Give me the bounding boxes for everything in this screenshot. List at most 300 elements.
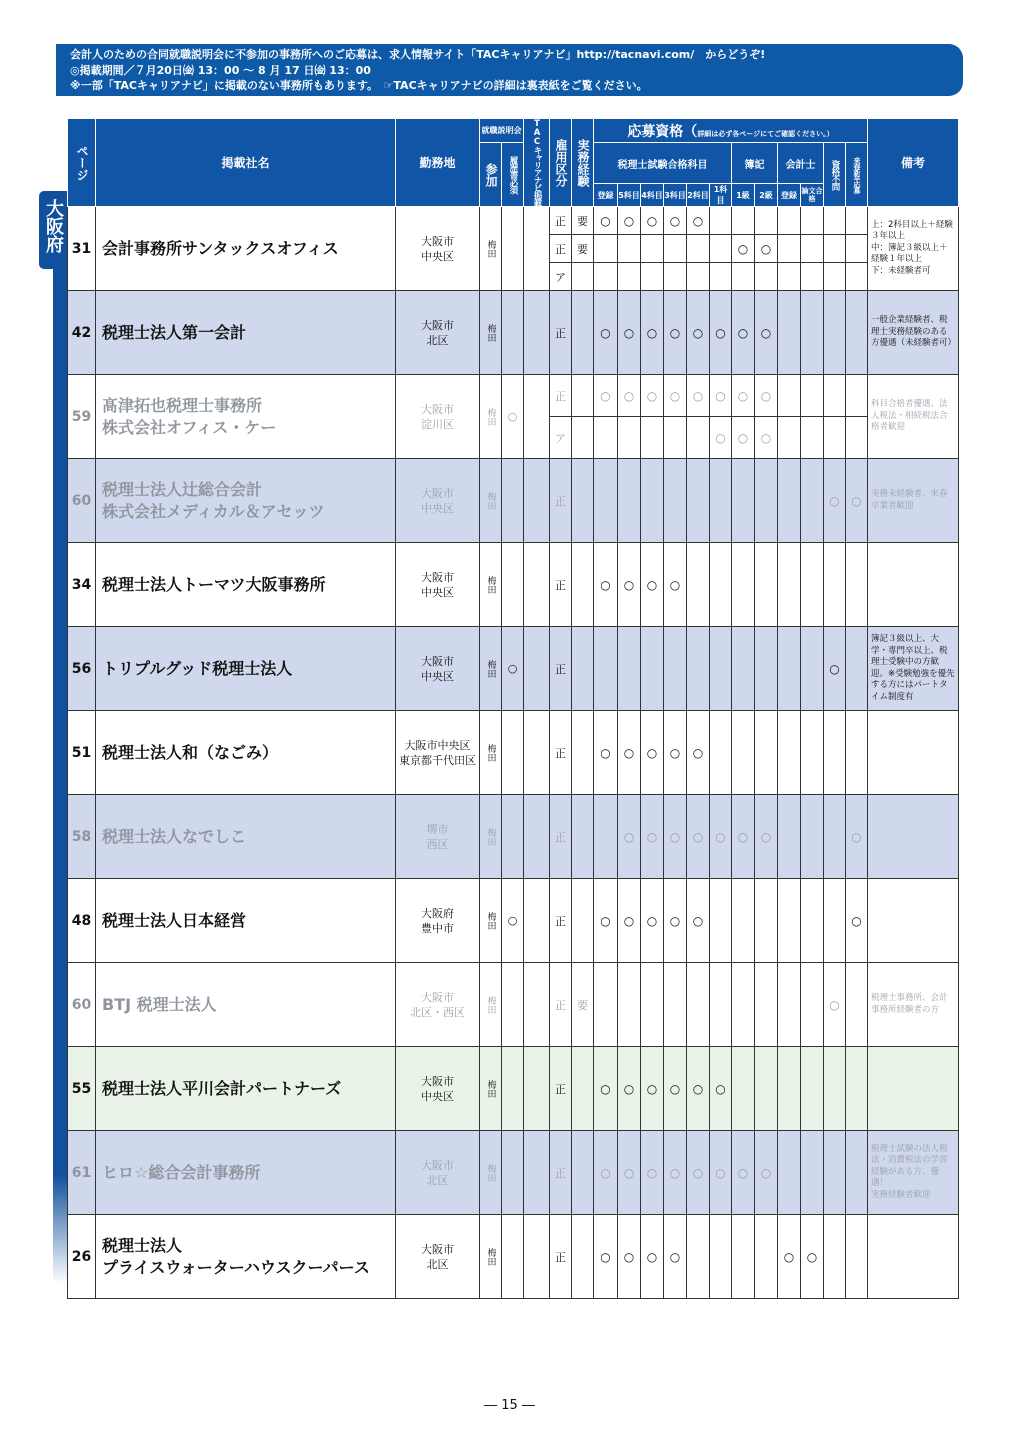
qualification-mark [778, 963, 801, 1047]
qualification-mark: ○ [618, 375, 641, 417]
qualification-mark [710, 543, 732, 627]
qualification-mark [778, 1131, 801, 1215]
briefing-venue [480, 543, 502, 627]
employment-type: 正 [550, 375, 572, 417]
qualification-mark [664, 627, 687, 711]
qualification-mark: ○ [618, 879, 641, 963]
job-listing-table [67, 118, 959, 1299]
region-tab-label: 大阪府 [43, 199, 64, 253]
employment-type: 正 [550, 627, 572, 711]
employment-type: ア [550, 417, 572, 459]
briefing-venue [480, 963, 502, 1047]
qualification-mark [710, 627, 732, 711]
qualification-mark: ○ [687, 1131, 710, 1215]
qualification-mark [824, 795, 846, 879]
qualification-mark [618, 459, 641, 543]
company-name [96, 375, 396, 459]
employment-type: 正 [550, 291, 572, 375]
qualification-mark: ○ [594, 1215, 618, 1299]
work-location-line: 中央区 [421, 501, 454, 515]
qualification-mark: ○ [824, 963, 846, 1047]
resume-required-mark [502, 1215, 524, 1299]
qualification-mark: ○ [687, 879, 710, 963]
qualification-mark [824, 291, 846, 375]
qualification-mark [778, 543, 801, 627]
experience-required [572, 1047, 594, 1131]
table-header [68, 119, 959, 207]
qualification-mark [687, 263, 710, 291]
briefing-venue [480, 711, 502, 795]
region-tab [39, 191, 67, 269]
qualification-mark: ○ [687, 375, 710, 417]
qualification-mark [755, 963, 778, 1047]
table-row [68, 879, 959, 963]
qualification-mark: ○ [732, 1131, 755, 1215]
page-number-cell: 55 [68, 1047, 96, 1131]
qualification-mark [732, 963, 755, 1047]
company-name-line: プライスウォーターハウスクーパース [102, 1257, 370, 1277]
qualification-mark: ○ [641, 543, 664, 627]
work-location-line: 大阪市 [421, 570, 454, 584]
qualification-mark [801, 417, 824, 459]
company-name-line: 税理士法人トーマツ大阪事務所 [102, 574, 326, 594]
qualification-mark: ○ [594, 375, 618, 417]
qualification-mark: ○ [824, 459, 846, 543]
qualification-mark: ○ [618, 291, 641, 375]
table-row [68, 1131, 959, 1215]
qualification-mark: ○ [594, 711, 618, 795]
qualification-mark [732, 1215, 755, 1299]
company-name-line: トリプルグッド税理士法人 [102, 658, 293, 678]
work-location [396, 291, 480, 375]
briefing-venue [480, 1131, 502, 1215]
qualification-mark: ○ [846, 879, 868, 963]
work-location-line: 北区 [426, 1173, 449, 1187]
qualification-mark: ○ [641, 1215, 664, 1299]
qualification-mark: ○ [755, 417, 778, 459]
qualification-mark [824, 879, 846, 963]
qualification-mark [641, 417, 664, 459]
qualification-mark: ○ [641, 1047, 664, 1131]
qualification-mark: ○ [801, 1215, 824, 1299]
qualification-mark [778, 291, 801, 375]
qualification-mark: ○ [664, 1131, 687, 1215]
remarks [868, 711, 959, 795]
resume-required-mark [502, 1047, 524, 1131]
qualification-mark: ○ [687, 795, 710, 879]
company-name [96, 1215, 396, 1299]
qualification-mark [732, 263, 755, 291]
remarks [868, 879, 959, 963]
qualification-mark [778, 795, 801, 879]
header-new-grad: 来春新卒応募 [846, 143, 868, 207]
briefing-venue-label: 梅田 [485, 659, 496, 678]
qualification-mark [778, 1047, 801, 1131]
qualification-mark [778, 417, 801, 459]
experience-required: 要 [572, 963, 594, 1047]
banner-line-3: ※一部「TACキャリアナビ」に掲載のない事務所もあります。 ☞TACキャリアナビの詳細は裏表紙をご覧ください。 [70, 79, 648, 92]
header-resume-required: 履歴書必須 [502, 143, 524, 207]
tac-navi-mark [524, 711, 550, 795]
page-number-cell: 34 [68, 543, 96, 627]
qualification-mark: ○ [710, 1047, 732, 1131]
page-number-cell: 60 [68, 963, 96, 1047]
work-location [396, 1047, 480, 1131]
qualification-mark [778, 627, 801, 711]
briefing-venue-label: 梅田 [485, 239, 496, 258]
qualification-mark [687, 627, 710, 711]
qualification-mark [687, 543, 710, 627]
company-name-line: 税理士法人和（なごみ） [102, 742, 279, 762]
qualification-mark [641, 263, 664, 291]
table-row [68, 1047, 959, 1131]
page-number-cell: 48 [68, 879, 96, 963]
qualification-title: 応募資格（ [627, 123, 698, 140]
qualification-mark: ○ [594, 879, 618, 963]
qualification-mark: ○ [778, 1215, 801, 1299]
qualification-mark [778, 459, 801, 543]
work-location-line: 大阪市 [421, 318, 454, 332]
qualification-mark: ○ [618, 1047, 641, 1131]
qualification-mark [594, 963, 618, 1047]
qualification-mark [664, 263, 687, 291]
work-location-line: 中央区 [421, 249, 454, 263]
resume-required-mark [502, 711, 524, 795]
qualification-mark [801, 879, 824, 963]
work-location-line: 大阪市 [421, 1242, 454, 1256]
qualification-mark [710, 879, 732, 963]
qualification-mark: ○ [710, 375, 732, 417]
table-row [68, 459, 959, 543]
info-banner [56, 44, 963, 96]
qualification-mark [824, 1047, 846, 1131]
company-name-line: 会計事務所サンタックスオフィス [102, 238, 339, 258]
work-location-line: 西区 [426, 837, 449, 851]
company-name [96, 627, 396, 711]
qualification-mark [801, 1047, 824, 1131]
work-location-line: 大阪府 [421, 906, 454, 920]
page-number-cell: 60 [68, 459, 96, 543]
briefing-venue-label: 梅田 [485, 995, 496, 1014]
employment-type: 正 [550, 235, 572, 263]
qualification-mark: ○ [755, 795, 778, 879]
qualification-mark [732, 879, 755, 963]
qualification-mark [778, 235, 801, 263]
qualification-mark [824, 375, 846, 417]
employment-type: 正 [550, 207, 572, 235]
qualification-mark [641, 459, 664, 543]
header-cpa-register: 登録 [778, 184, 801, 207]
qualification-mark [732, 459, 755, 543]
remarks: 上：2科目以上＋経験３年以上 中：簿記３級以上＋経験１年以上 下：未経験者可 [868, 207, 959, 291]
work-location-line: 大阪市 [421, 990, 454, 1004]
qualification-mark [594, 627, 618, 711]
qualification-mark [846, 1131, 868, 1215]
header-col-2: 2科目 [687, 184, 710, 207]
qualification-mark: ○ [618, 795, 641, 879]
tac-navi-mark [524, 1131, 550, 1215]
qualification-mark: ○ [824, 627, 846, 711]
briefing-venue-label: 梅田 [485, 1079, 496, 1098]
resume-required-mark [502, 1131, 524, 1215]
work-location-line: 東京都千代田区 [399, 753, 476, 767]
page-number-cell: 61 [68, 1131, 96, 1215]
qualification-mark [778, 263, 801, 291]
qualification-mark [618, 263, 641, 291]
company-name [96, 963, 396, 1047]
qualification-mark [824, 711, 846, 795]
experience-required [572, 459, 594, 543]
company-name [96, 711, 396, 795]
qualification-mark [664, 963, 687, 1047]
page-number-cell: 56 [68, 627, 96, 711]
experience-required: 要 [572, 207, 594, 235]
experience-required [572, 1131, 594, 1215]
qualification-mark: ○ [710, 291, 732, 375]
qualification-mark [846, 417, 868, 459]
qualification-mark: ○ [594, 1131, 618, 1215]
qualification-mark: ○ [618, 711, 641, 795]
work-location-line: 中央区 [421, 669, 454, 683]
employment-type: 正 [550, 1215, 572, 1299]
work-location [396, 1131, 480, 1215]
qualification-mark: ○ [594, 207, 618, 235]
company-name [96, 1131, 396, 1215]
qualification-mark [687, 235, 710, 263]
experience-required [572, 543, 594, 627]
page-number: ― 15 ― [484, 1398, 535, 1413]
qualification-mark [801, 291, 824, 375]
company-name-line: 税理士法人辻総合会計 [102, 479, 263, 499]
qualification-mark: ○ [732, 235, 755, 263]
page-number-cell: 51 [68, 711, 96, 795]
qualification-mark [824, 1215, 846, 1299]
header-tac-navi: TACキャリアナビ掲載 [524, 119, 550, 207]
briefing-venue-label: 梅田 [485, 1163, 496, 1182]
qualification-mark: ○ [687, 291, 710, 375]
page-number-cell: 58 [68, 795, 96, 879]
work-location-line: 北区 [426, 1257, 449, 1271]
work-location-line: 大阪市 [421, 234, 454, 248]
work-location-line: 北区 [426, 333, 449, 347]
work-location [396, 207, 480, 291]
page-number-cell: 31 [68, 207, 96, 291]
work-location [396, 627, 480, 711]
qualification-mark: ○ [687, 207, 710, 235]
qualification-mark [846, 291, 868, 375]
qualification-mark [618, 627, 641, 711]
employment-type: 正 [550, 459, 572, 543]
qualification-mark [618, 235, 641, 263]
company-name-line: 髙津拓也税理士事務所 [102, 395, 263, 415]
resume-required-mark [502, 291, 524, 375]
qualification-mark [778, 879, 801, 963]
work-location-line: 堺市 [426, 822, 449, 836]
qualification-mark [732, 543, 755, 627]
tac-navi-mark [524, 375, 550, 459]
qualification-mark [755, 1047, 778, 1131]
employment-type: 正 [550, 963, 572, 1047]
page-number-cell: 59 [68, 375, 96, 459]
qualification-mark: ○ [732, 291, 755, 375]
briefing-venue [480, 207, 502, 291]
employment-type: 正 [550, 879, 572, 963]
header-cpa-essay: 論文合格 [801, 184, 824, 207]
work-location-line: 大阪市 [421, 402, 454, 416]
qualification-mark [778, 375, 801, 417]
qualification-mark [824, 417, 846, 459]
qualification-mark [801, 459, 824, 543]
table-row [68, 711, 959, 795]
experience-required [572, 879, 594, 963]
resume-required-mark [502, 795, 524, 879]
remarks: 税理士事務所、会計事務所経験者の方 [868, 963, 959, 1047]
qualification-mark [755, 263, 778, 291]
qualification-mark: ○ [594, 291, 618, 375]
briefing-venue [480, 459, 502, 543]
qualification-mark [687, 1215, 710, 1299]
experience-required: 要 [572, 235, 594, 263]
table-body [68, 207, 959, 1299]
tac-navi-mark [524, 963, 550, 1047]
tac-navi-mark [524, 459, 550, 543]
qualification-mark [664, 459, 687, 543]
work-location-line: 大阪市中央区 [404, 738, 471, 752]
qualification-mark: ○ [664, 291, 687, 375]
remarks: 一般企業経験者、税理士実務経験のある方優遇（未経験者可） [868, 291, 959, 375]
company-name [96, 795, 396, 879]
work-location [396, 543, 480, 627]
work-location [396, 711, 480, 795]
qualification-mark: ○ [641, 375, 664, 417]
table-row [68, 1215, 959, 1299]
qualification-mark [801, 263, 824, 291]
briefing-venue-label: 梅田 [485, 743, 496, 762]
work-location-line: 北区・西区 [410, 1005, 465, 1019]
qualification-mark: ○ [594, 1047, 618, 1131]
remarks: 税理士試験の法人税法・消費税法の学習経験がある方、優遇！ 実務経験者歓迎 [868, 1131, 959, 1215]
qualification-mark: ○ [641, 1131, 664, 1215]
company-name-line: 税理士法人なでしこ [102, 826, 247, 846]
qualification-mark: ○ [846, 459, 868, 543]
experience-required [572, 375, 594, 417]
remarks: 実務未経験者、来春卒業者歓迎 [868, 459, 959, 543]
remarks: 科目合格者優遇、法人税法・相続税法合格者歓迎 [868, 375, 959, 459]
header-boki-2: 2級 [755, 184, 778, 207]
briefing-venue [480, 291, 502, 375]
header-col-register: 登録 [594, 184, 618, 207]
remarks: 簿記３級以上、大学・専門卒以上、税理士受験中の方歓迎。※受験勉強を優先する方にはパートタイム制度有 [868, 627, 959, 711]
briefing-venue [480, 1047, 502, 1131]
work-location-line: 大阪市 [421, 1074, 454, 1088]
work-location-line: 豊中市 [421, 921, 454, 935]
qualification-mark [641, 627, 664, 711]
header-page: ページ [68, 119, 96, 207]
qualification-mark [801, 711, 824, 795]
briefing-venue [480, 795, 502, 879]
qualification-mark [778, 207, 801, 235]
header-participate: 参加 [480, 143, 502, 207]
header-experience: 実務経験 [572, 119, 594, 207]
qualification-mark [755, 543, 778, 627]
qualification-mark: ○ [846, 795, 868, 879]
table-row [68, 627, 959, 711]
qualification-mark: ○ [641, 291, 664, 375]
resume-required-mark [502, 207, 524, 291]
qualification-mark: ○ [618, 1215, 641, 1299]
qualification-mark: ○ [755, 235, 778, 263]
work-location [396, 963, 480, 1047]
qualification-mark: ○ [664, 1047, 687, 1131]
qualification-mark: ○ [732, 417, 755, 459]
table-row [68, 291, 959, 375]
qualification-mark [710, 235, 732, 263]
qualification-mark [778, 711, 801, 795]
qualification-mark [846, 543, 868, 627]
qualification-mark [801, 235, 824, 263]
work-location-line: 大阪市 [421, 654, 454, 668]
qualification-mark: ○ [664, 711, 687, 795]
qualification-mark: ○ [664, 1215, 687, 1299]
qualification-mark [755, 207, 778, 235]
tac-navi-mark [524, 1047, 550, 1131]
work-location [396, 375, 480, 459]
qualification-mark: ○ [664, 879, 687, 963]
qualification-mark [732, 1047, 755, 1131]
qualification-mark [732, 711, 755, 795]
experience-required [572, 1215, 594, 1299]
resume-required-mark: ○ [502, 627, 524, 711]
tac-navi-mark [524, 879, 550, 963]
remarks [868, 1215, 959, 1299]
qualification-mark: ○ [618, 1131, 641, 1215]
qualification-mark [594, 417, 618, 459]
experience-required [572, 263, 594, 291]
qualification-mark [664, 235, 687, 263]
qualification-mark [846, 1047, 868, 1131]
qualification-mark [801, 963, 824, 1047]
header-col-3: 3科目 [664, 184, 687, 207]
qualification-mark: ○ [618, 207, 641, 235]
region-side-bar [53, 191, 67, 1284]
qualification-mark: ○ [755, 1131, 778, 1215]
company-name-line: 税理士法人日本経営 [102, 910, 247, 930]
table-row [68, 543, 959, 627]
qualification-mark [824, 207, 846, 235]
qualification-mark [801, 1131, 824, 1215]
header-briefing: 就職説明会 [480, 119, 524, 143]
header-boki: 簿記 [732, 143, 778, 184]
qualification-mark [755, 459, 778, 543]
qualification-mark [801, 795, 824, 879]
qualification-mark [824, 235, 846, 263]
company-name [96, 207, 396, 291]
company-name-line: ヒロ☆総合会計事務所 [102, 1162, 261, 1182]
qualification-mark [755, 879, 778, 963]
briefing-venue [480, 879, 502, 963]
qualification-mark: ○ [732, 375, 755, 417]
qualification-mark: ○ [664, 207, 687, 235]
resume-required-mark: ○ [502, 375, 524, 459]
company-name [96, 543, 396, 627]
qualification-mark: ○ [594, 543, 618, 627]
experience-required [572, 627, 594, 711]
qualification-mark: ○ [755, 291, 778, 375]
qualification-mark [710, 1215, 732, 1299]
qualification-mark [710, 459, 732, 543]
employment-type: 正 [550, 1131, 572, 1215]
qualification-mark [846, 711, 868, 795]
